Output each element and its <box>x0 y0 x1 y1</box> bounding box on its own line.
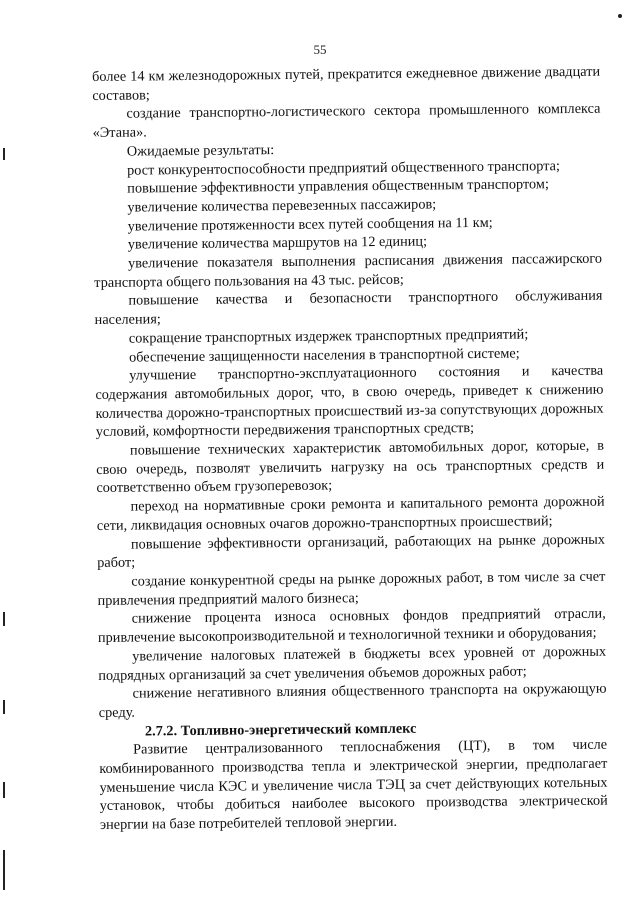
list-item: увеличение показателя выполнения расписания движения пассажирского транспорта общего пользования на 43 тыс. рейсов; <box>94 250 603 291</box>
list-item: создание конкурентной среды на рынке дорожных работ, в том числе за счет привлечения предприятий малого бизнеса; <box>97 568 606 609</box>
page-number: 55 <box>313 42 327 57</box>
list-item: увеличение налоговых платежей в бюджеты всех уровней от дорожных подрядных организаций за счет увеличения объемов дорожных работ; <box>98 643 607 684</box>
list-item: снижение негативного влияния общественного транспорта на окружающую среду. <box>98 680 607 721</box>
list-item: повышение качества и безопасности транспортного обслуживания населения; <box>94 288 603 329</box>
list-item: повышение эффективности организаций, работающих на рынке дорожных работ; <box>97 531 606 572</box>
paragraph: более 14 км железнодорожных путей, прекратится ежедневное движение двадцати составов; <box>92 63 601 104</box>
section-heading: 2.7.2. Топливно-энергетический комплекс <box>144 720 417 740</box>
paragraph: создание транспортно-логистического сектора промышленного комплекса «Этана». <box>92 101 601 142</box>
scan-edge-mark <box>3 148 5 160</box>
list-item: увеличение количества перевезенных пассажиров; <box>127 196 437 216</box>
scan-edge-mark <box>3 782 5 798</box>
list-item: повышение эффективности управления общественным транспортом; <box>127 176 549 197</box>
list-item: обеспечение защищенности населения в транспортной системе; <box>128 345 520 366</box>
list-item: рост конкурентоспособности предприятий общественного транспорта; <box>126 157 561 179</box>
list-item: увеличение протяженности всех путей сообщения на 11 км; <box>127 214 493 235</box>
scan-edge-mark <box>3 612 5 626</box>
list-item: сокращение транспортных издержек транспортных предприятий; <box>128 326 529 347</box>
page-body <box>92 63 608 835</box>
list-item: повышение технических характеристик автомобильных дорог, которые, в свою очередь, позволят увеличить нагрузку на ось транспортных средств и соответственно объем грузоперевозок; <box>96 437 605 497</box>
scan-corner-dot <box>618 14 622 18</box>
list-item: снижение процента износа основных фондов предприятий отрасли, привлечение высокопроизводительной и технологичной техники и оборудования; <box>97 606 606 647</box>
list-item: увеличение количества маршрутов на 12 единиц; <box>127 233 428 253</box>
paragraph: Ожидаемые результаты: <box>126 141 275 160</box>
list-item: переход на нормативные сроки ремонта и капитального ремонта дорожной сети, ликвидация основных очагов дорожно-транспортных происшествий; <box>96 493 605 534</box>
scan-edge-mark <box>3 850 5 890</box>
scan-edge-mark <box>3 700 5 714</box>
section-paragraph: Развитие централизованного теплоснабжения (ЦТ), в том числе комбинированного производства тепла и электрической энергии, предполагает уменьшение числа КЭС и увеличение числа ТЭЦ за счет действующих котельных установок, чтобы добиться наиболее высокого производства электрической энергии на базе потребителей тепловой энергии. <box>99 736 608 834</box>
list-item: улучшение транспортно-эксплуатационного состояния и качества содержания автомобильных дорог, что, в свою очередь, приведет к снижению количества дорожно-транспортных происшествий из-за сопутствующих дорожных условий, комфортности передвижения транспортных средств; <box>95 362 604 441</box>
